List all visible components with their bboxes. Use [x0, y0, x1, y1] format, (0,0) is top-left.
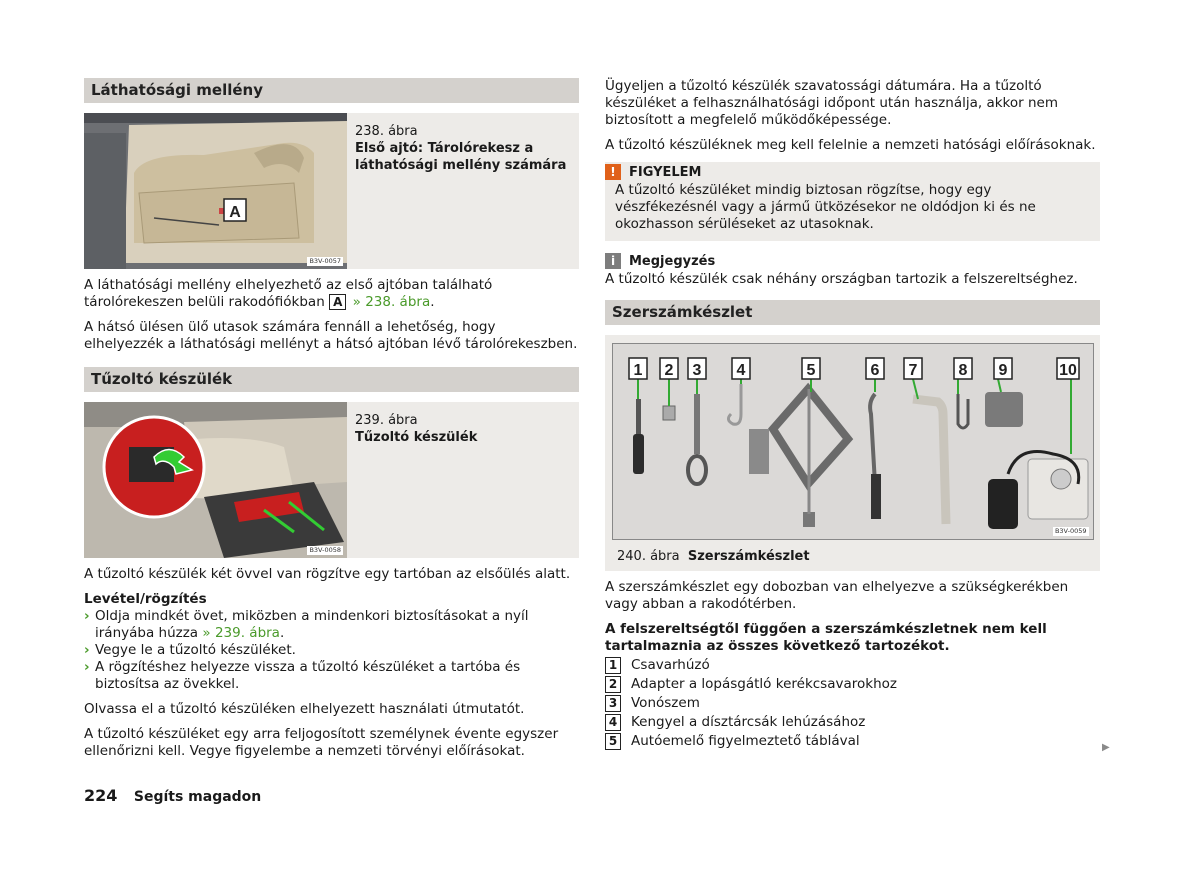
- paragraph-text: A láthatósági mellény elhelyezhető az első ajtóban található tárolórekeszen belüli rakodófiókban: [84, 277, 493, 310]
- fire-extinguisher-image: [84, 402, 347, 558]
- paragraph: A tűzoltó készüléknek meg kell felelnie a nemzeti hatósági előírásoknak.: [605, 137, 1096, 153]
- paragraph: A hátsó ülésen ülő utasok számára fennáll a lehetőség, hogy elhelyezzék a láthatósági mellényt a hátsó ajtóban lévő tárolórekeszben.: [84, 319, 578, 352]
- tool-label-8: [954, 358, 972, 379]
- figure-caption-text: Szerszámkészlet: [687, 549, 810, 564]
- door-storage-image: [84, 113, 347, 269]
- tool-label-5: [802, 358, 820, 379]
- paragraph-text: .: [430, 294, 435, 310]
- svg-text:3: 3: [692, 362, 701, 379]
- left-column: [84, 78, 579, 768]
- paragraph-bold: A felszereltségtől függően a szerszámkészletnek nem kell tartalmaznia az összes következő tartozékot.: [605, 621, 1047, 654]
- page-footer: [84, 787, 261, 806]
- note-text: A tűzoltó készülék csak néhány országban tartozik a felszereltséghez.: [605, 271, 1078, 287]
- chevron-right-icon: ›: [84, 608, 90, 624]
- paragraph: A szerszámkészlet egy dobozban van elhelyezve a szükségkerékben vagy abban a rakodótérben.: [605, 579, 1069, 612]
- figure-caption: [347, 402, 485, 558]
- step-item: [84, 642, 579, 659]
- warning-box: [605, 162, 1100, 241]
- tool-label-2: [660, 358, 678, 379]
- warning-icon: !: [605, 164, 621, 180]
- svg-text:8: 8: [958, 362, 967, 379]
- figure-caption: [605, 540, 1100, 565]
- paragraph: Ügyeljen a tűzoltó készülék szavatossági dátumára. Ha a tűzoltó készüléket a felhasználhatósági időpont után használja, akkor nem biztosított a megfelelő működőképessége.: [605, 78, 1058, 128]
- page-number: 224: [84, 786, 118, 805]
- section-title-fire-extinguisher: Tűzoltó készülék: [84, 367, 579, 392]
- figure-240: [605, 335, 1100, 571]
- note-title-text: Megjegyzés: [629, 253, 716, 269]
- figure-number: 238. ábra: [355, 124, 418, 139]
- note-title: [605, 251, 1100, 271]
- list-item-number: 3: [605, 695, 621, 712]
- paragraph: Olvassa el a tűzoltó készüléken elhelyezett használati útmutatót.: [84, 701, 525, 717]
- list-item: [605, 714, 1100, 731]
- figure-number: 240. ábra: [617, 549, 680, 564]
- figure-239: [84, 402, 579, 558]
- tool-label-4: [732, 358, 750, 379]
- tool-label-3: [688, 358, 706, 379]
- list-item-number: 2: [605, 676, 621, 693]
- svg-text:5: 5: [806, 362, 815, 379]
- svg-text:1: 1: [633, 362, 642, 379]
- step-text: Vegye le a tűzoltó készüléket.: [95, 642, 296, 658]
- chevron-right-icon: ›: [84, 659, 90, 675]
- figure-caption: [347, 113, 579, 269]
- svg-text:6: 6: [870, 362, 879, 379]
- tool-label-10: [1057, 358, 1079, 379]
- list-item: [605, 676, 1100, 693]
- figure-tag: B3V-0057: [309, 257, 341, 265]
- list-item-label: Autóemelő figyelmeztető táblával: [631, 733, 860, 749]
- list-item-label: Adapter a lopásgátló kerékcsavarokhoz: [631, 676, 897, 692]
- svg-text:9: 9: [998, 362, 1007, 379]
- figure-link[interactable]: » 238. ábra: [352, 294, 431, 310]
- tool-label-1: [629, 358, 647, 379]
- figure-number: 239. ábra: [355, 413, 418, 428]
- svg-text:7: 7: [908, 362, 917, 379]
- svg-text:2: 2: [664, 362, 673, 379]
- tool-label-6: [866, 358, 884, 379]
- svg-text:4: 4: [736, 362, 745, 379]
- paragraph: A tűzoltó készüléket egy arra feljogosított személynek évente egyszer ellenőrizni kell. Vegye figyelembe a nemzeti törvényi előírásokat.: [84, 726, 559, 759]
- list-item-number: 4: [605, 714, 621, 731]
- svg-text:10: 10: [1058, 362, 1077, 379]
- paragraph: A tűzoltó készülék két övvel van rögzítve egy tartóban az elsőülés alatt.: [84, 566, 571, 582]
- figure-link[interactable]: » 239. ábra: [202, 625, 280, 641]
- step-item: [84, 659, 579, 693]
- list-item: [605, 733, 1100, 750]
- toolkit-list: [605, 657, 1100, 750]
- list-item-number: 5: [605, 733, 621, 750]
- step-text: .: [279, 625, 285, 641]
- figure-caption-text: Tűzoltó készülék: [355, 430, 478, 445]
- tool-label-9: [994, 358, 1012, 379]
- list-item-label: Kengyel a dísztárcsák lehúzásához: [631, 714, 866, 730]
- section-title-toolkit: Szerszámkészlet: [605, 300, 1100, 325]
- figure-label-a: A: [229, 204, 241, 221]
- next-page-arrow-icon: ▶: [1102, 742, 1110, 753]
- step-text: Oldja mindkét övet, miközben a mindenkori biztosításokat a nyíl irányába húzza: [95, 608, 529, 641]
- list-item: [605, 695, 1100, 712]
- chapter-title: Segíts magadon: [133, 789, 262, 805]
- list-item: [605, 657, 1100, 674]
- list-item-label: Csavarhúzó: [631, 657, 710, 673]
- warning-title: [605, 162, 1090, 182]
- section-title-visibility-vest: Láthatósági mellény: [84, 78, 579, 103]
- toolkit-image: [612, 343, 1094, 540]
- step-text: A rögzítéshez helyezze vissza a tűzoltó készüléket a tartóba és biztosítsa az övekkel.: [95, 659, 521, 692]
- info-icon: i: [605, 253, 621, 269]
- figure-caption-text: Első ajtó: Tárolórekesz a láthatósági mellény számára: [355, 141, 567, 173]
- paragraph: [84, 277, 579, 311]
- figure-tag: B3V-0058: [309, 546, 341, 554]
- step-item: [84, 608, 579, 642]
- list-item-label: Vonószem: [631, 695, 700, 711]
- figure-reference-a: A: [329, 294, 346, 310]
- figure-tag: B3V-0059: [1054, 527, 1087, 535]
- chevron-right-icon: ›: [84, 642, 90, 658]
- warning-text: A tűzoltó készüléket mindig biztosan rögzítse, hogy egy vészfékezésnél vagy a jármű ütközésekor ne oldódjon ki és ne okozhasson sérüléseket az utasoknak.: [615, 182, 1036, 232]
- right-column: [605, 78, 1100, 752]
- list-item-number: 1: [605, 657, 621, 674]
- subsection-title: Levétel/rögzítés: [84, 591, 207, 607]
- figure-238: [84, 113, 579, 269]
- warning-title-text: FIGYELEM: [629, 164, 702, 180]
- tool-label-7: [904, 358, 922, 379]
